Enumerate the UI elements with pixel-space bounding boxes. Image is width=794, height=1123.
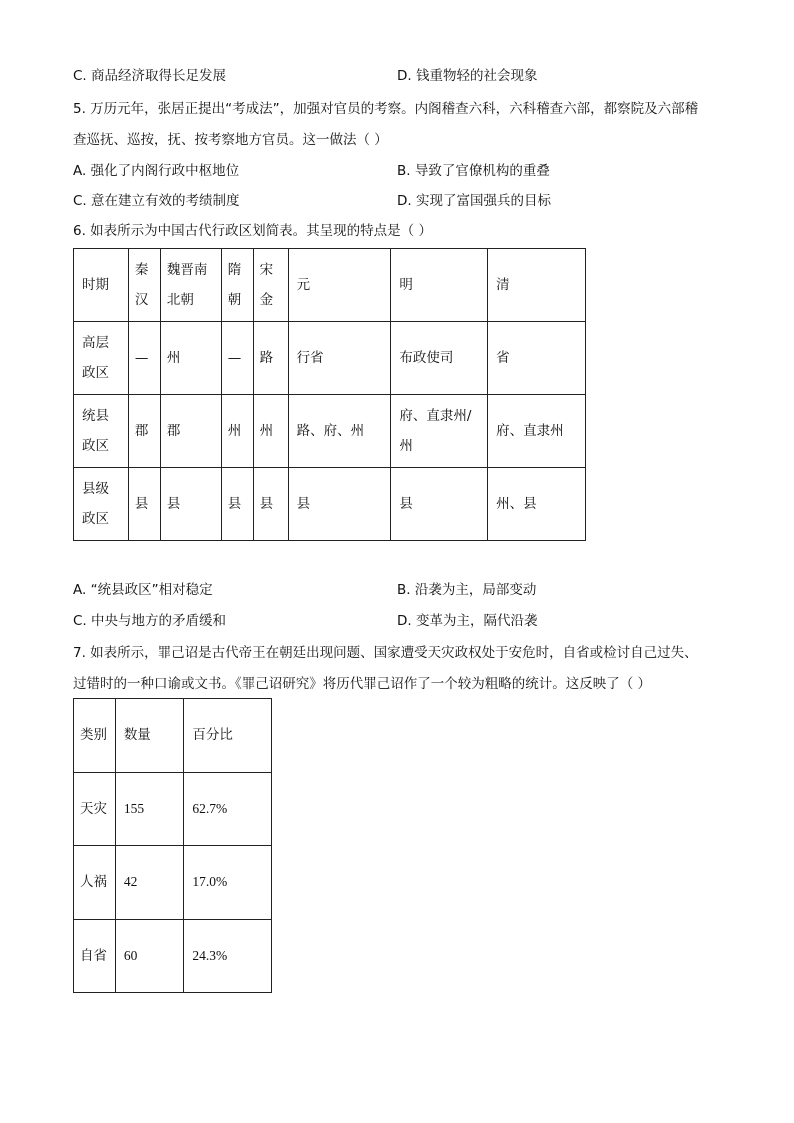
table-header-cell: 明	[391, 249, 488, 322]
admin-division-table	[73, 248, 586, 541]
row-label: 高层政区	[74, 322, 129, 395]
table-cell: 62.7%	[184, 772, 272, 846]
q7-stem-line1: 7. 如表所示，罪己诏是古代帝王在朝廷出现问题、国家遭受天灾政权处于安危时，自省或检讨自己过失、	[73, 645, 698, 661]
q6-option-d: D. 变革为主，隔代沿袭	[397, 613, 538, 629]
table-cell: 155	[115, 772, 184, 846]
table-header-cell: 宋金	[253, 249, 288, 322]
table-header-cell: 类别	[74, 699, 116, 773]
table-cell: —	[128, 322, 160, 395]
table-cell: 42	[115, 846, 184, 920]
table-cell: 县	[288, 468, 391, 541]
table-cell: 州	[253, 395, 288, 468]
table-cell: 路、府、州	[288, 395, 391, 468]
option-c-q4: C. 商品经济取得长足发展	[73, 68, 227, 84]
table-cell: 郡	[128, 395, 160, 468]
q5-option-d: D. 实现了富国强兵的目标	[397, 193, 551, 209]
row-label: 县级政区	[74, 468, 129, 541]
table-cell: 17.0%	[184, 846, 272, 920]
table-row	[74, 919, 272, 993]
table-cell: 郡	[160, 395, 221, 468]
table-cell: 县	[253, 468, 288, 541]
table-row	[74, 772, 272, 846]
table-header-cell: 魏晋南北朝	[160, 249, 221, 322]
table-row	[74, 322, 586, 395]
q5-stem-line1: 5. 万历元年，张居正提出“考成法”，加强对官员的考察。内阁稽查六科，六科稽查六部，都察院及六部稽	[73, 101, 699, 117]
table-cell: 县	[128, 468, 160, 541]
table-header-cell: 清	[488, 249, 586, 322]
table-cell: 州	[160, 322, 221, 395]
option-d-q4: D. 钱重物轻的社会现象	[397, 68, 538, 84]
table-cell: 省	[488, 322, 586, 395]
table-header-cell: 隋朝	[221, 249, 253, 322]
table-cell: 县	[160, 468, 221, 541]
table-row	[74, 395, 586, 468]
q5-option-a: A. 强化了内阁行政中枢地位	[73, 163, 240, 179]
table-row	[74, 846, 272, 920]
q6-stem: 6. 如表所示为中国古代行政区划简表。其呈现的特点是（ ）	[73, 223, 432, 239]
q5-option-c: C. 意在建立有效的考绩制度	[73, 193, 240, 209]
table-header-cell: 数量	[115, 699, 184, 773]
table-header-row	[74, 699, 272, 773]
table-cell: 60	[115, 919, 184, 993]
q6-option-b: B. 沿袭为主，局部变动	[397, 582, 537, 598]
table-cell: 自省	[74, 919, 116, 993]
table-header-cell: 元	[288, 249, 391, 322]
q5-stem-line2: 查巡抚、巡按，抚、按考察地方官员。这一做法（ ）	[73, 132, 388, 148]
table-cell: 天灾	[74, 772, 116, 846]
table-row	[74, 468, 586, 541]
q7-stem-line2: 过错时的一种口谕或文书。《罪己诏研究》将历代罪己诏作了一个较为粗略的统计。这反映了（ ）	[73, 676, 652, 692]
table-cell: 县	[221, 468, 253, 541]
table-cell: 县	[391, 468, 488, 541]
table-cell: 布政使司	[391, 322, 488, 395]
row-label: 统县政区	[74, 395, 129, 468]
table-cell: 人祸	[74, 846, 116, 920]
table-header-cell: 百分比	[184, 699, 272, 773]
q5-option-b: B. 导致了官僚机构的重叠	[397, 163, 550, 179]
table-cell: 州、县	[488, 468, 586, 541]
table-cell: —	[221, 322, 253, 395]
table-cell: 路	[253, 322, 288, 395]
edict-stats-table	[73, 698, 272, 993]
table-cell: 州	[221, 395, 253, 468]
table-cell: 24.3%	[184, 919, 272, 993]
table-cell: 行省	[288, 322, 391, 395]
table-header-cell: 秦汉	[128, 249, 160, 322]
table-header-cell: 时期	[74, 249, 129, 322]
table-cell: 府、直隶州	[488, 395, 586, 468]
q6-option-c: C. 中央与地方的矛盾缓和	[73, 613, 227, 629]
table-header-row	[74, 249, 586, 322]
q6-option-a: A. “统县政区”相对稳定	[73, 582, 213, 598]
table-cell: 府、直隶州/州	[391, 395, 488, 468]
